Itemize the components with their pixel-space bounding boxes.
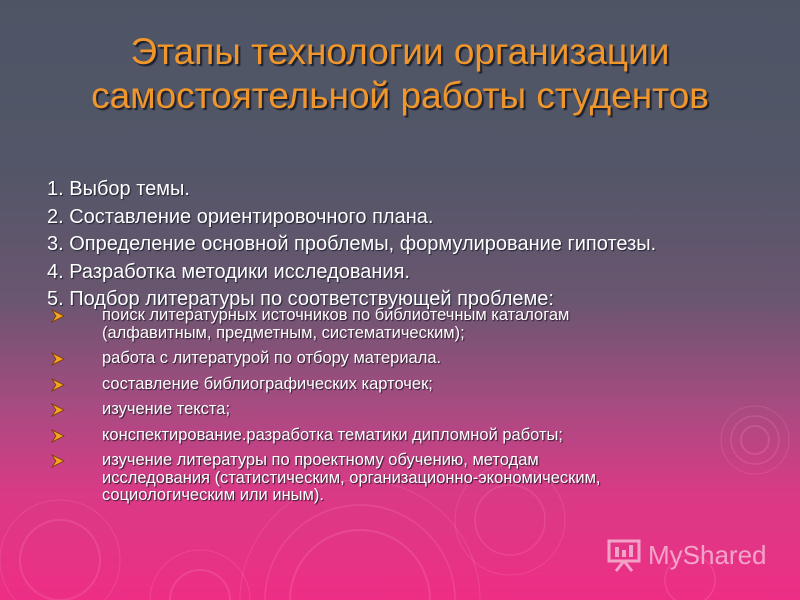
arrow-bullet-icon bbox=[51, 403, 65, 417]
arrow-bullet-icon bbox=[51, 429, 65, 443]
bullet-line: (алфавитным, предметным, систематическим); bbox=[102, 323, 465, 342]
arrow-bullet-icon bbox=[51, 352, 65, 366]
bullet-list bbox=[47, 307, 747, 513]
bullet-line: конспектирование.разработка тематики дипломной работы; bbox=[102, 425, 564, 444]
numbered-list bbox=[47, 176, 767, 314]
bullet-item bbox=[47, 452, 747, 505]
bullet-item bbox=[47, 350, 747, 368]
bullet-line: социологическим или иным). bbox=[102, 486, 324, 504]
bullet-item bbox=[47, 401, 747, 419]
bullet-item bbox=[47, 427, 747, 445]
title-line: Этапы технологии организации bbox=[130, 31, 670, 72]
bullet-item bbox=[47, 376, 747, 394]
bullet-line: изучение литературы по проектному обучению, методам bbox=[102, 451, 539, 469]
bullet-item bbox=[47, 307, 747, 342]
arrow-bullet-icon bbox=[51, 309, 65, 323]
bullet-line: исследования (статистическим, организационно-экономическим, bbox=[102, 468, 601, 487]
numbered-item: 5. Подбор литературы по соответствующей проблеме: bbox=[47, 288, 554, 310]
watermark-logo bbox=[604, 538, 774, 574]
presentation-board-icon bbox=[606, 538, 642, 572]
numbered-item: 2. Составление ориентировочного плана. bbox=[47, 205, 434, 228]
arrow-bullet-icon bbox=[51, 378, 65, 392]
slide-title bbox=[40, 30, 760, 118]
bullet-line: поиск литературных источников по библиотечным каталогам bbox=[102, 306, 570, 324]
bullet-line: составление библиографических карточек; bbox=[102, 374, 433, 393]
numbered-item: 1. Выбор темы. bbox=[47, 178, 190, 200]
title-line: самостоятельной работы студентов bbox=[91, 75, 709, 116]
arrow-bullet-icon bbox=[51, 454, 65, 468]
numbered-item: 3. Определение основной проблемы, формулирование гипотезы. bbox=[47, 233, 657, 255]
bullet-line: работа с литературой по отбору материала. bbox=[102, 349, 442, 367]
numbered-item: 4. Разработка методики исследования. bbox=[47, 260, 410, 283]
bullet-line: изучение текста; bbox=[102, 400, 231, 418]
watermark-text: MyShared bbox=[648, 540, 767, 570]
